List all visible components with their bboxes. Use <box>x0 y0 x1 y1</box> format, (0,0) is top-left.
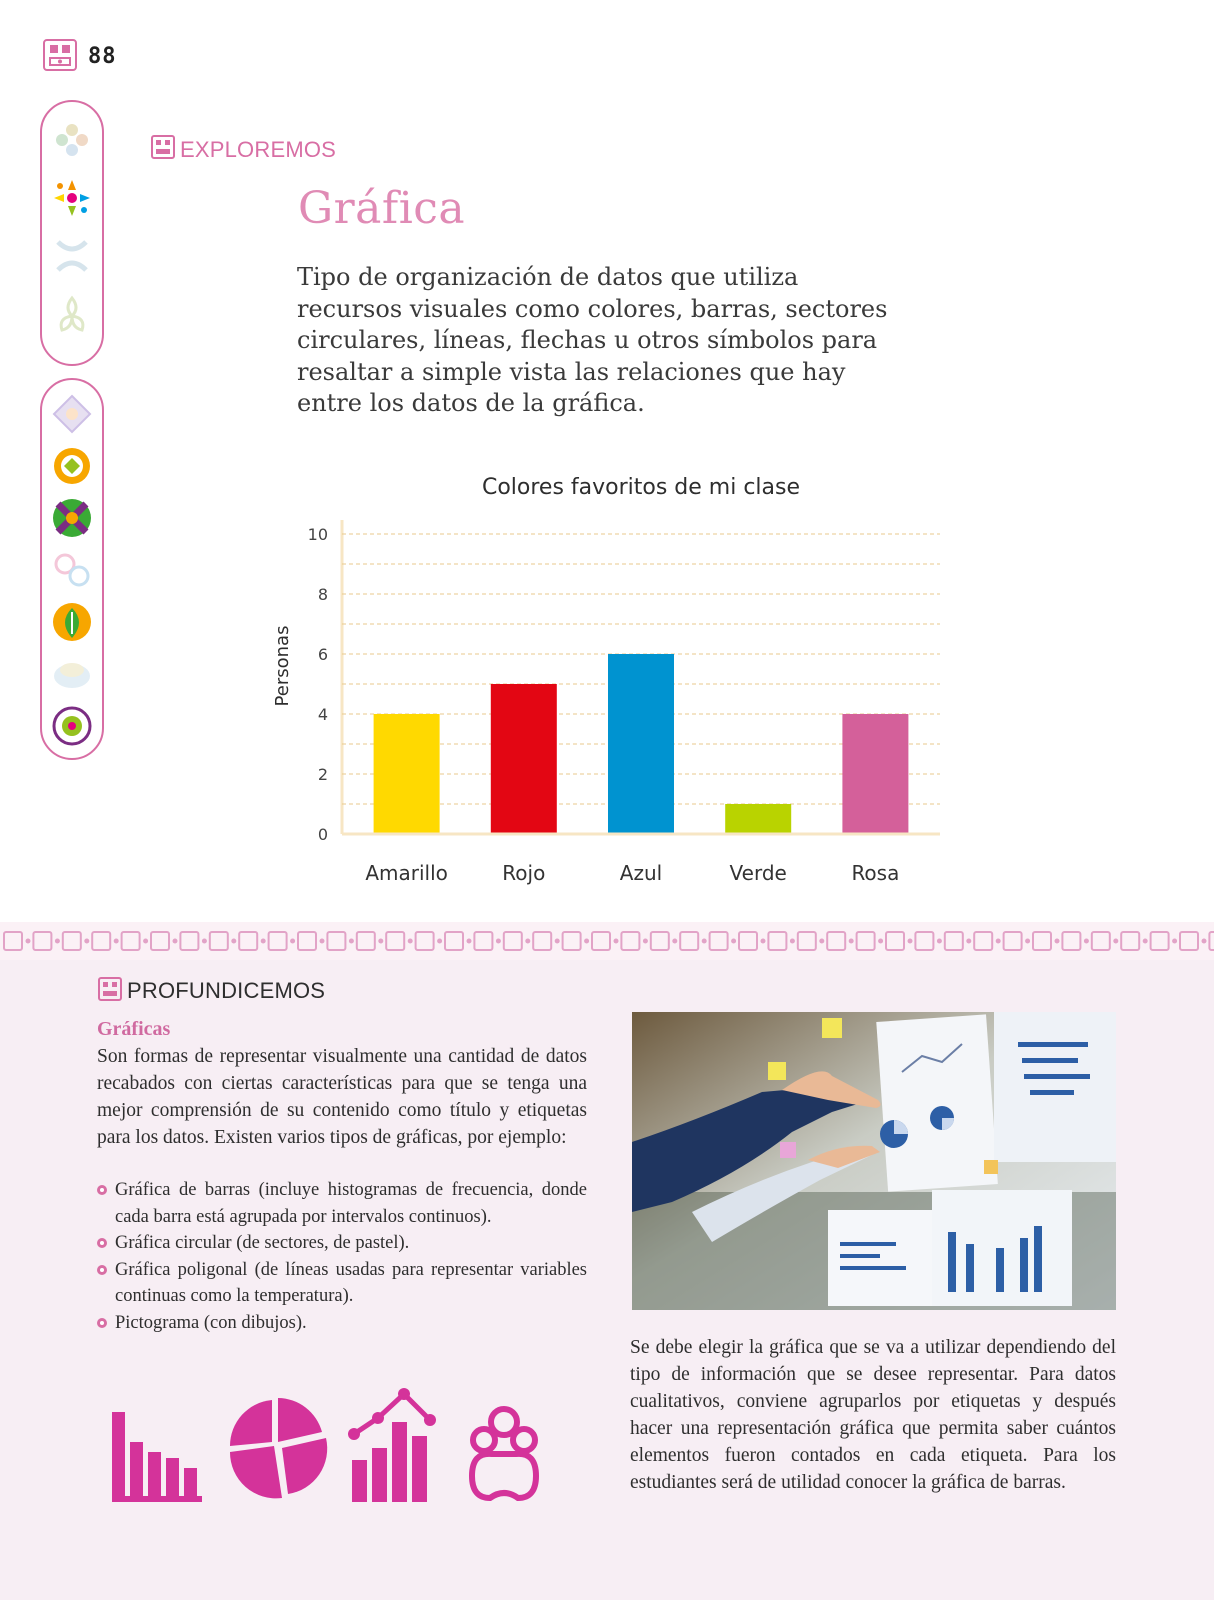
divider-dot <box>761 939 766 944</box>
chart-x-tick-label: Azul <box>619 861 663 885</box>
divider-dot <box>320 939 325 944</box>
axis-interculturalidad-icon[interactable] <box>50 496 94 540</box>
axis-pensamiento-icon[interactable] <box>50 444 94 488</box>
chart-x-tick-label: Verde <box>729 861 787 885</box>
chart-bar-rojo <box>491 684 557 833</box>
list-item-text: Gráfica circular (de sectores, de pastel). <box>115 1233 410 1253</box>
business-charts-photo <box>632 1012 1116 1310</box>
divider-dot <box>261 939 266 944</box>
chart-types-list <box>97 1177 587 1336</box>
divider-dot <box>408 939 413 944</box>
chart-y-tick-label: 8 <box>317 585 328 604</box>
divider-dot <box>849 939 854 944</box>
chart-type-icons <box>108 1380 588 1520</box>
divider-dot <box>55 939 60 944</box>
chart-bar-azul <box>608 654 674 833</box>
field-etica-icon[interactable] <box>50 234 94 278</box>
section-label-profundicemos: PROFUNDICEMOS <box>127 978 326 1003</box>
field-humano-icon[interactable] <box>50 292 94 336</box>
axis-vida-saludable-icon[interactable] <box>50 600 94 644</box>
list-item <box>97 1177 587 1230</box>
divider-dot <box>202 939 207 944</box>
chart-bar-verde <box>725 804 791 833</box>
bullet-icon <box>97 1265 107 1275</box>
divider-dot <box>1202 939 1207 944</box>
chart-x-tick-label: Rosa <box>851 861 900 885</box>
page-title: Gráfica <box>298 183 466 234</box>
divider-dot <box>1172 939 1177 944</box>
decorative-divider <box>0 922 1214 960</box>
divider-dot <box>584 939 589 944</box>
divider-dot <box>702 939 707 944</box>
axis-igualdad-icon[interactable] <box>50 548 94 592</box>
divider-dot <box>1113 939 1118 944</box>
chart-x-tick-label: Amarillo <box>365 861 448 885</box>
chart-bar-amarillo <box>374 714 440 833</box>
divider-dot <box>496 939 501 944</box>
divider-dot <box>26 939 31 944</box>
list-item-text: Gráfica poligonal (de líneas usadas para representar variables continuas como la temperatura). <box>115 1259 587 1306</box>
list-item <box>97 1257 587 1310</box>
explore-glyph-icon <box>150 134 176 160</box>
divider-dot <box>937 939 942 944</box>
list-item <box>97 1310 587 1337</box>
divider-dot <box>173 939 178 944</box>
header-glyph-icon <box>42 38 78 72</box>
divider-dot <box>114 939 119 944</box>
chart-y-tick-label: 6 <box>317 645 328 664</box>
axis-artes-icon[interactable] <box>50 704 94 748</box>
chart-bar-rosa <box>842 714 908 833</box>
divider-dot <box>819 939 824 944</box>
divider-dot <box>672 939 677 944</box>
axis-lectura-icon[interactable] <box>50 652 94 696</box>
chart-y-tick-label: 4 <box>317 705 328 724</box>
divider-dot <box>84 939 89 944</box>
divider-dot <box>143 939 148 944</box>
field-saberes-icon[interactable] <box>50 176 94 220</box>
chart-y-tick-label: 0 <box>317 825 328 844</box>
page-number: 88 <box>88 44 117 69</box>
list-item <box>97 1230 587 1257</box>
divider-dot <box>437 939 442 944</box>
bar-chart <box>260 462 960 902</box>
divider-dot <box>1143 939 1148 944</box>
divider-dot <box>731 939 736 944</box>
divider-dot <box>290 939 295 944</box>
pie-chart-icon <box>230 1398 327 1498</box>
ejes-nav-bottom <box>40 378 104 760</box>
list-item-text: Pictograma (con dibujos). <box>115 1312 307 1333</box>
axis-inclusion-icon[interactable] <box>50 392 94 436</box>
definition-paragraph: Tipo de organización de datos que utiliza recursos visuales como colores, barras, sectores circulares, líneas, flechas u otros símbolos para resaltar a simple vista las relaciones que hay entre los datos de la gráfica. <box>297 263 888 417</box>
line-chart-icon <box>348 1388 436 1502</box>
list-item-text: Gráfica de barras (incluye histogramas de frecuencia, donde cada barra está agrupada por intervalos continuos). <box>115 1180 587 1227</box>
divider-dot <box>555 939 560 944</box>
divider-dot <box>1025 939 1030 944</box>
divider-dot <box>467 939 472 944</box>
divider-dot <box>878 939 883 944</box>
chart-y-tick-label: 10 <box>307 525 328 544</box>
section-label-exploremos: EXPLOREMOS <box>180 137 337 162</box>
chart-y-axis-label: Personas <box>272 625 293 707</box>
divider-dot <box>614 939 619 944</box>
campos-nav-top <box>40 100 104 366</box>
divider-dot <box>525 939 530 944</box>
divider-dot <box>643 939 648 944</box>
divider-background <box>0 922 1214 960</box>
choose-chart-paragraph: Se debe elegir la gráfica que se va a utilizar dependiendo del tipo de información que se desee representar. Para datos cualitativos, conviene agruparlos por etiquetas y después hacer una representación gráfica que permita saber cuántos elementos fueron contados en cada etiqueta. Para los estudiantes será de utilidad conocer la gráfica de barras. <box>630 1337 1116 1493</box>
divider-dot <box>378 939 383 944</box>
divider-dot <box>1055 939 1060 944</box>
bullet-icon <box>97 1238 107 1248</box>
divider-dot <box>1084 939 1089 944</box>
pictogram-icon <box>472 1409 536 1498</box>
divider-dot <box>349 939 354 944</box>
bar-chart-icon <box>112 1412 202 1502</box>
chart-title: Colores favoritos de mi clase <box>481 475 801 500</box>
field-lenguajes-icon[interactable] <box>50 118 94 162</box>
divider-dot <box>966 939 971 944</box>
chart-y-tick-label: 2 <box>317 765 328 784</box>
deepen-glyph-icon <box>97 976 123 1002</box>
graficas-heading: Gráficas <box>97 1018 171 1040</box>
graficas-paragraph: Son formas de representar visualmente una cantidad de datos recabados con ciertas características para que se tenga una mejor comprensión de su contenido como título y etiquetas para los datos. Existen varios tipos de gráficas, por ejemplo: <box>97 1046 587 1148</box>
divider-dot <box>908 939 913 944</box>
bullet-icon <box>97 1318 107 1328</box>
chart-x-tick-label: Rojo <box>502 861 546 885</box>
divider-dot <box>790 939 795 944</box>
bullet-icon <box>97 1185 107 1195</box>
divider-dot <box>231 939 236 944</box>
divider-dot <box>996 939 1001 944</box>
